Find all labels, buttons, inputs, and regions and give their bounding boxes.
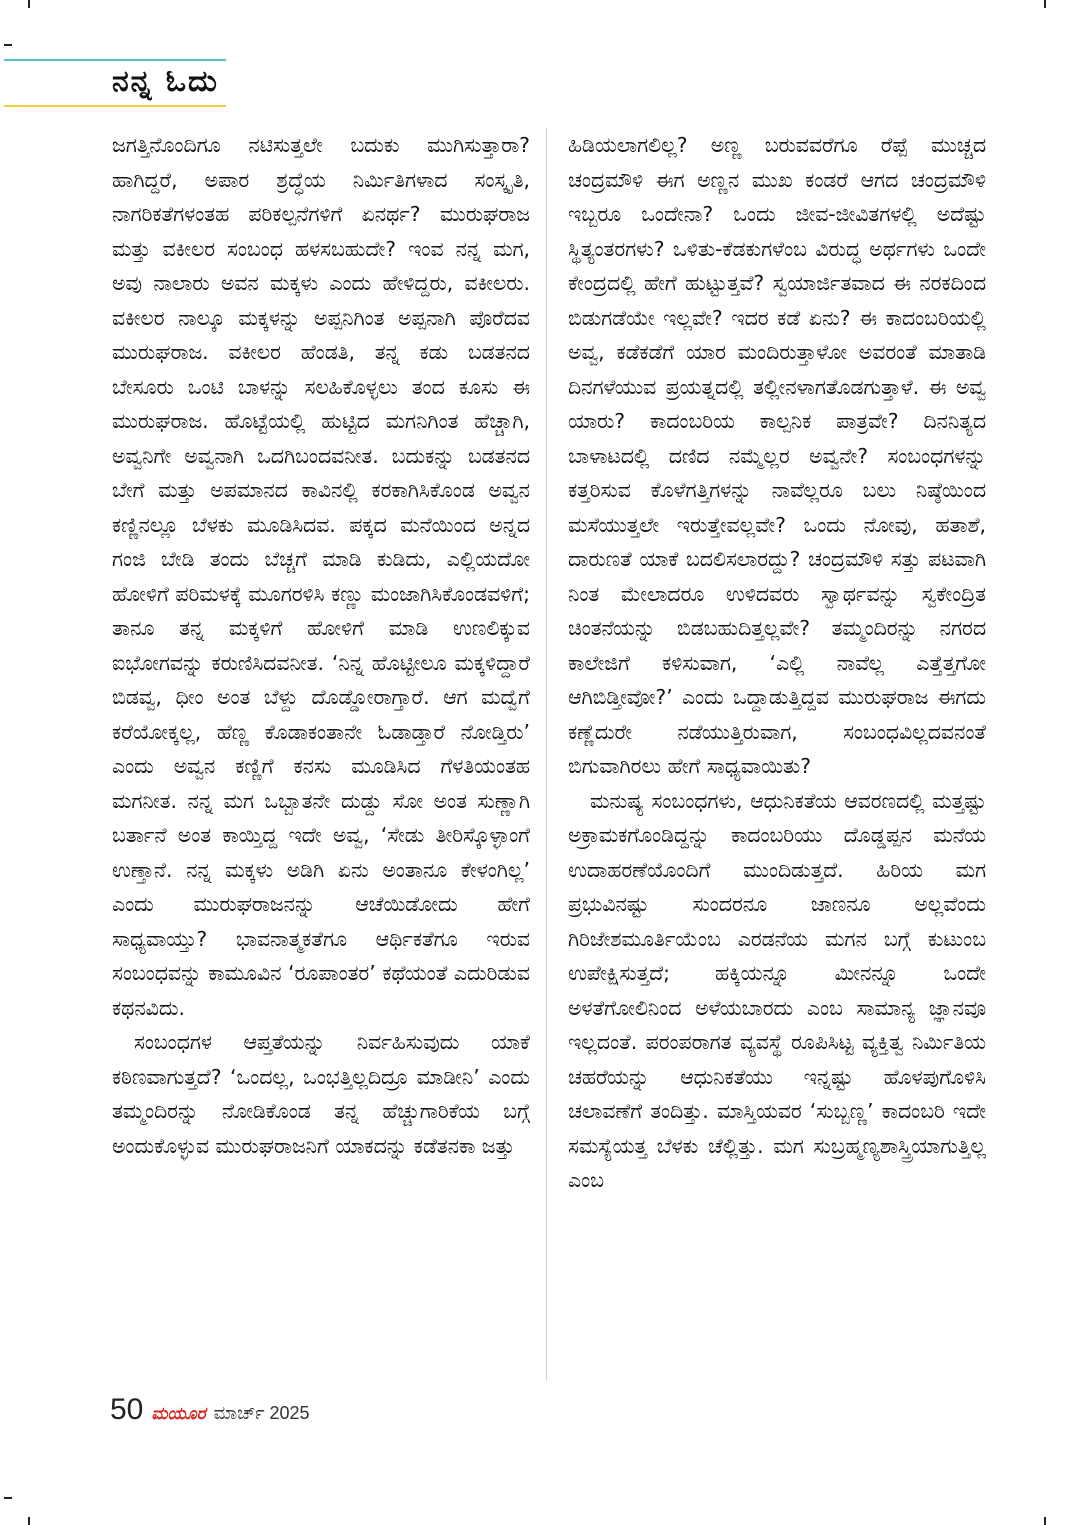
article-column-right <box>568 128 986 1198</box>
article-column-left <box>112 128 530 1163</box>
crop-mark-top-left <box>28 0 30 8</box>
article-paragraph: ಸಂಬಂಧಗಳ ಆಪ್ತತೆಯನ್ನು ನಿರ್ವಹಿಸುವುದು ಯಾಕೆ ಕಠಿಣವಾಗುತ್ತದೆ? ‘ಒಂದಲ್ಲ, ಒಂಭತ್ತಿಲ್ಲದಿದ್ರೂ ಮಾಡೀನಿ’ ಎಂದು ತಮ್ಮಂದಿರನ್ನು ನೋಡಿಕೊಂಡ ತನ್ನ ಹೆಚ್ಚುಗಾರಿಕೆಯ ಬಗ್ಗೆ ಅಂದುಕೊಳ್ಳುವ ಮುರುಘರಾಜನಿಗೆ ಯಾಕದನ್ನು ಕಡೆತನಕಾ ಜತ್ತು <box>112 1030 530 1158</box>
crop-mark-top-right <box>1044 0 1046 8</box>
crop-mark-top-left-h <box>4 44 12 46</box>
crop-mark-bottom-left-h <box>4 1497 12 1499</box>
header-rule-top <box>4 59 226 61</box>
crop-mark-bottom-left <box>28 1517 30 1525</box>
column-divider <box>546 128 547 1380</box>
crop-mark-bottom-right <box>1044 1517 1046 1525</box>
page-number: 50 <box>110 1393 144 1426</box>
article-paragraph: ಹಿಡಿಯಲಾಗಲಿಲ್ಲ? ಅಣ್ಣ ಬರುವವರೆಗೂ ರೆಪ್ಪೆ ಮುಚ್ಚದ ಚಂದ್ರಮೌಳಿ ಈಗ ಅಣ್ಣನ ಮುಖ ಕಂಡರೆ ಆಗದ ಚಂದ್ರಮೌಳಿ ಇಬ್ಬರೂ ಒಂದೇನಾ? ಒಂದು ಜೀವ-ಜೀವಿತಗಳಲ್ಲಿ ಅದೆಷ್ಟು ಸ್ಥಿತ್ಯಂತರಗಳು? ಒಳಿತು-ಕೆಡಕುಗಳೆಂಬ ವಿರುದ್ಧ ಅರ್ಥಗಳು ಒಂದೇ ಕೇಂದ್ರದಲ್ಲಿ ಹೇಗೆ ಹುಟ್ಟುತ್ತವೆ? ಸ್ವಯಾರ್ಜಿತವಾದ ಈ ನರಕದಿಂದ ಬಿಡುಗಡೆಯೇ ಇಲ್ಲವೇ? ಇದರ ಕಡೆ ಏನು? ಈ ಕಾದಂಬರಿಯಲ್ಲಿ ಅವ್ವ, ಕಡೆಕಡೆಗೆ ಯಾರ ಮಂದಿರುತ್ತಾಳೋ ಅವರಂತೆ ಮಾತಾಡಿ ದಿನಗಳೆಯುವ ಪ್ರಯತ್ನದಲ್ಲಿ ತಲ್ಲೀನಳಾಗತೊಡಗುತ್ತಾಳೆ. ಈ ಅವ್ವ ಯಾರು? ಕಾದಂಬರಿಯ ಕಾಲ್ಪನಿಕ ಪಾತ್ರವೇ? ದಿನನಿತ್ಯದ ಬಾಳಾಟದಲ್ಲಿ ದಣಿದ ನಮ್ಮೆಲ್ಲರ ಅವ್ವನೇ? ಸಂಬಂಧಗಳನ್ನು ಕತ್ತರಿಸುವ ಕೊಳೆಗತ್ತಿಗಳನ್ನು ನಾವೆಲ್ಲರೂ ಬಲು ನಿಷ್ಠೆಯಿಂದ ಮಸೆಯುತ್ತಲೇ ಇರುತ್ತೇವಲ್ಲವೇ? ಒಂದು ನೋವು, ಹತಾಶೆ, ದಾರುಣತೆ ಯಾಕೆ ಬದಲಿಸಲಾರದ್ದು? ಚಂದ್ರಮೌಳಿ ಸತ್ತು ಪಟವಾಗಿ ನಿಂತ ಮೇಲಾದರೂ ಉಳಿದವರು ಸ್ವಾರ್ಥವನ್ನು ಸ್ವಕೇಂದ್ರಿತ ಚಿಂತನೆಯನ್ನು ಬಿಡಬಹುದಿತ್ತಲ್ಲವೇ? ತಮ್ಮಂದಿರನ್ನು ನಗರದ ಕಾಲೇಜಿಗೆ ಕಳಿಸುವಾಗ, ‘ಎಲ್ಲಿ ನಾವೆಲ್ಲ ಎತ್ತೆತ್ತಗೋ ಆಗಿಬಿಡ್ತೀವೋ?’ ಎಂದು ಒದ್ದಾಡುತ್ತಿದ್ದವ ಮುರುಘರಾಜ ಈಗದು ಕಣ್ಣೆದುರೇ ನಡೆಯುತ್ತಿರುವಾಗ, ಸಂಬಂಧವಿಲ್ಲದವನಂತೆ ಬಿಗುವಾಗಿರಲು ಹೇಗೆ ಸಾಧ್ಯವಾಯಿತು? <box>568 133 986 778</box>
magazine-logo: ಮಯೂರ <box>151 1404 206 1424</box>
article-paragraph: ಜಗತ್ತಿನೊಂದಿಗೂ ನಟಿಸುತ್ತಲೇ ಬದುಕು ಮುಗಿಸುತ್ತಾರಾ? ಹಾಗಿದ್ದರೆ, ಅಪಾರ ಶ್ರದ್ಧೆಯ ನಿರ್ಮಿತಿಗಳಾದ ಸಂಸ್ಕೃತಿ, ನಾಗರಿಕತೆಗಳಂತಹ ಪರಿಕಲ್ಪನೆಗಳಿಗೆ ಏನರ್ಥ? ಮುರುಘರಾಜ ಮತ್ತು ವಕೀಲರ ಸಂಬಂಧ ಹಳಸಬಹುದೇ? ಇಂವ ನನ್ನ ಮಗ, ಅವು ನಾಲಾರು ಅವನ ಮಕ್ಕಳು ಎಂದು ಹೇಳಿದ್ದರು, ವಕೀಲರು. ವಕೀಲರ ನಾಲ್ಕೂ ಮಕ್ಕಳನ್ನು ಅಪ್ಪನಿಗಿಂತ ಅಪ್ಪನಾಗಿ ಪೊರೆದವ ಮುರುಘರಾಜ. ವಕೀಲರ ಹೆಂಡತಿ, ತನ್ನ ಕಡು ಬಡತನದ ಬೇಸೂರು ಒಂಟಿ ಬಾಳನ್ನು ಸಲಹಿಕೊಳ್ಳಲು ತಂದ ಕೂಸು ಈ ಮುರುಘರಾಜ. ಹೊಟ್ಟೆಯಲ್ಲಿ ಹುಟ್ಟಿದ ಮಗನಿಗಿಂತ ಹೆಚ್ಚಾಗಿ, ಅವ್ವನಿಗೇ ಅವ್ವನಾಗಿ ಒದಗಿಬಂದವನೀತ. ಬದುಕನ್ನು ಬಡತನದ ಬೇಗೆ ಮತ್ತು ಅಪಮಾನದ ಕಾವಿನಲ್ಲಿ ಕರಕಾಗಿಸಿಕೊಂಡ ಅವ್ವನ ಕಣ್ಣಿನಲ್ಲೂ ಬೆಳಕು ಮೂಡಿಸಿದವ. ಪಕ್ಕದ ಮನೆಯಿಂದ ಅನ್ನದ ಗಂಜಿ ಬೇಡಿ ತಂದು ಬೆಚ್ಚಗೆ ಮಾಡಿ ಕುಡಿದು, ಎಲ್ಲಿಯದೋ ಹೋಳಿಗೆ ಪರಿಮಳಕ್ಕೆ ಮೂಗರಳಿಸಿ ಕಣ್ಣು ಮಂಜಾಗಿಸಿಕೊಂಡವಳಿಗೆ; ತಾನೂ ತನ್ನ ಮಕ್ಕಳಿಗೆ ಹೋಳಿಗೆ ಮಾಡಿ ಉಣಲಿಕ್ಕುವ ಐಭೋಗವನ್ನು ಕರುಣಿಸಿದವನೀತ. ‘ನಿನ್ನ ಹೊಟ್ಟೀಲೂ ಮಕ್ಕಳಿದ್ದಾರೆ ಬಿಡವ್ವ, ಧೀಂ ಅಂತ ಬೆಳ್ದು ದೊಡ್ಡೋರಾಗ್ತಾರೆ. ಆಗ ಮದ್ವೆಗೆ ಕರೆಯೋಕ್ಕಲ್ಲ, ಹೆಣ್ಣ ಕೊಡಾಕಂತಾನೇ ಓಡಾಡ್ತಾರೆ ನೋಡ್ತಿರು’ ಎಂದು ಅವ್ವನ ಕಣ್ಣಿಗೆ ಕನಸು ಮೂಡಿಸಿದ ಗೆಳತಿಯಂತಹ ಮಗನೀತ. ನನ್ನ ಮಗ ಒಬ್ಬಾತನೇ ದುಡ್ದು ಸೋ ಅಂತ ಸುಣ್ಣಾಗಿ ಬರ್ತಾನೆ ಅಂತ ಕಾಯ್ತಿದ್ದ ಇದೇ ಅವ್ವ, ‘ಸೇಡು ತೀರಿಸ್ಕೊಳ್ಳಾಂಗೆ ಉಣ್ತಾನೆ. ನನ್ನ ಮಕ್ಕಳು ಅಡಿಗಿ ಏನು ಅಂತಾನೂ ಕೇಳಂಗಿಲ್ಲ’ ಎಂದು ಮುರುಘರಾಜನನ್ನು ಆಚೆಯಿಡೋದು ಹೇಗೆ ಸಾಧ್ಯವಾಯ್ತು? ಭಾವನಾತ್ಮಕತೆಗೂ ಆರ್ಥಿಕತೆಗೂ ಇರುವ ಸಂಬಂಧವನ್ನು ಕಾಮೂವಿನ ‘ರೂಪಾಂತರ’ ಕಥೆಯಂತೆ ಎದುರಿಡುವ ಕಥನವಿದು. <box>112 133 530 1020</box>
header-rule-bottom <box>4 105 226 107</box>
article-paragraph: ಮನುಷ್ಯ ಸಂಬಂಧಗಳು, ಆಧುನಿಕತೆಯ ಆವರಣದಲ್ಲಿ ಮತ್ತಷ್ಟು ಅಕ್ರಾಮಕಗೊಂಡಿದ್ದನ್ನು ಕಾದಂಬರಿಯು ದೊಡ್ಡಪ್ಪನ ಮನೆಯ ಉದಾಹರಣೆಯೊಂದಿಗೆ ಮುಂದಿಡುತ್ತದೆ. ಹಿರಿಯ ಮಗ ಪ್ರಭುವಿನಷ್ಟು ಸುಂದರನೂ ಜಾಣನೂ ಅಲ್ಲವೆಂದು ಗಿರಿಜೇಶಮೂರ್ತಿಯೆಂಬ ಎರಡನೆಯ ಮಗನ ಬಗ್ಗೆ ಕುಟುಂಬ ಉಪೇಕ್ಷಿಸುತ್ತದೆ; ಹಕ್ಕಿಯನ್ನೂ ಮೀನನ್ನೂ ಒಂದೇ ಅಳತೆಗೋಲಿನಿಂದ ಅಳೆಯಬಾರದು ಎಂಬ ಸಾಮಾನ್ಯ ಜ್ಞಾನವೂ ಇಲ್ಲದಂತೆ. ಪರಂಪರಾಗತ ವ್ಯವಸ್ಥೆ ರೂಪಿಸಿಟ್ಟ ವ್ಯಕ್ತಿತ್ವ ನಿರ್ಮಿತಿಯ ಚಹರೆಯನ್ನು ಆಧುನಿಕತೆಯು ಇನ್ನಷ್ಟು ಹೊಳಪುಗೊಳಿಸಿ ಚಲಾವಣೆಗೆ ತಂದಿತ್ತು. ಮಾಸ್ತಿಯವರ ‘ಸುಬ್ಬಣ್ಣ’ ಕಾದಂಬರಿ ಇದೇ ಸಮಸ್ಯೆಯತ್ತ ಬೆಳಕು ಚೆಲ್ಲಿತ್ತು. ಮಗ ಸುಬ್ರಹ್ಮಣ್ಯಶಾಸ್ತ್ರಿಯಾಗುತ್ತಿಲ್ಲ ಎಂಬ <box>568 788 986 1192</box>
issue-date: ಮಾರ್ಚ್ 2025 <box>213 1403 310 1423</box>
section-title: ನನ್ನ ಓದು <box>112 64 219 99</box>
page-footer <box>110 1393 310 1429</box>
